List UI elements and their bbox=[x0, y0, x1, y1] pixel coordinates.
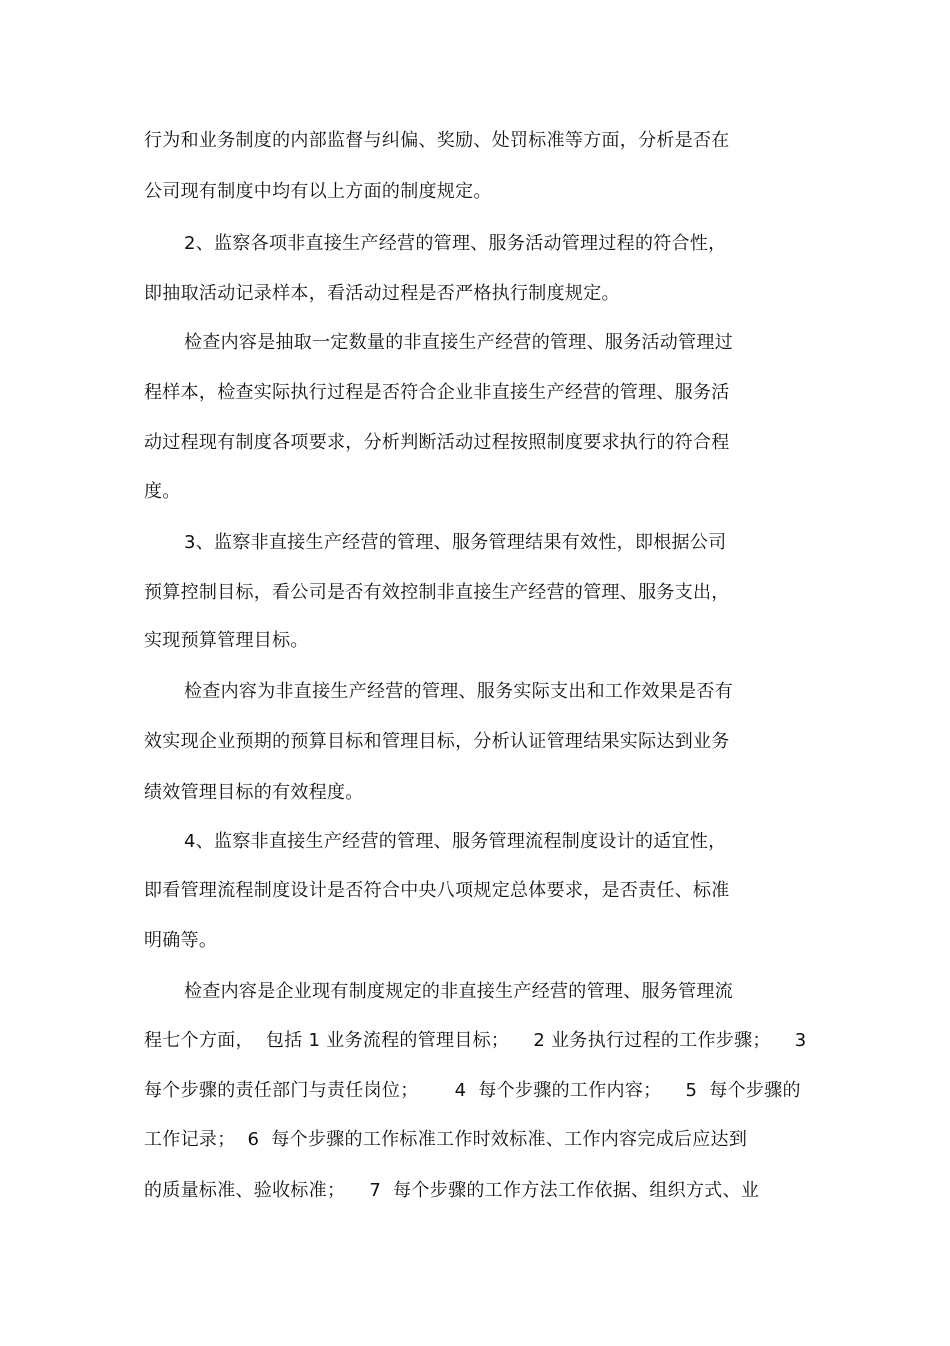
text-line: 的质量标准、验收标准； 7 每个步骤的工作方法工作依据、组织方式、业 bbox=[144, 1180, 760, 1201]
text-line: 行为和业务制度的内部监督与纠偏、奖励、处罚标准等方面，分析是否在 bbox=[144, 130, 730, 151]
text-line: 绩效管理目标的有效程度。 bbox=[144, 782, 364, 803]
text-line: 检查内容是抽取一定数量的非直接生产经营的管理、服务活动管理过 bbox=[184, 332, 733, 353]
text-line: 预算控制目标，看公司是否有效控制非直接生产经营的管理、服务支出， bbox=[144, 582, 730, 603]
text-line: 2、监察各项非直接生产经营的管理、服务活动管理过程的符合性， bbox=[184, 233, 727, 254]
text-line: 公司现有制度中均有以上方面的制度规定。 bbox=[144, 181, 492, 202]
text-line: 检查内容为非直接生产经营的管理、服务实际支出和工作效果是否有 bbox=[184, 681, 733, 702]
text-line: 工作记录； 6 每个步骤的工作标准工作时效标准、工作内容完成后应达到 bbox=[144, 1129, 748, 1150]
text-line: 明确等。 bbox=[144, 930, 218, 951]
text-line: 即抽取活动记录样本，看活动过程是否严格执行制度规定。 bbox=[144, 283, 620, 304]
text-line: 即看管理流程制度设计是否符合中央八项规定总体要求，是否责任、标准 bbox=[144, 880, 730, 901]
text-line: 检查内容是企业现有制度规定的非直接生产经营的管理、服务管理流 bbox=[184, 981, 733, 1002]
text-line: 4、监察非直接生产经营的管理、服务管理流程制度设计的适宜性， bbox=[184, 831, 727, 852]
text-line: 度。 bbox=[144, 481, 181, 502]
text-line: 动过程现有制度各项要求，分析判断活动过程按照制度要求执行的符合程 bbox=[144, 432, 730, 453]
text-line: 效实现企业预期的预算目标和管理目标，分析认证管理结果实际达到业务 bbox=[144, 731, 730, 752]
text-line: 实现预算管理目标。 bbox=[144, 630, 309, 651]
text-line: 程七个方面， 包括 1 业务流程的管理目标； 2 业务执行过程的工作步骤； 3 bbox=[144, 1030, 807, 1051]
text-line: 每个步骤的责任部门与责任岗位； 4 每个步骤的工作内容； 5 每个步骤的 bbox=[144, 1080, 801, 1101]
text-line: 3、监察非直接生产经营的管理、服务管理结果有效性，即根据公司 bbox=[184, 532, 727, 553]
text-line: 程样本，检查实际执行过程是否符合企业非直接生产经营的管理、服务活 bbox=[144, 382, 730, 403]
